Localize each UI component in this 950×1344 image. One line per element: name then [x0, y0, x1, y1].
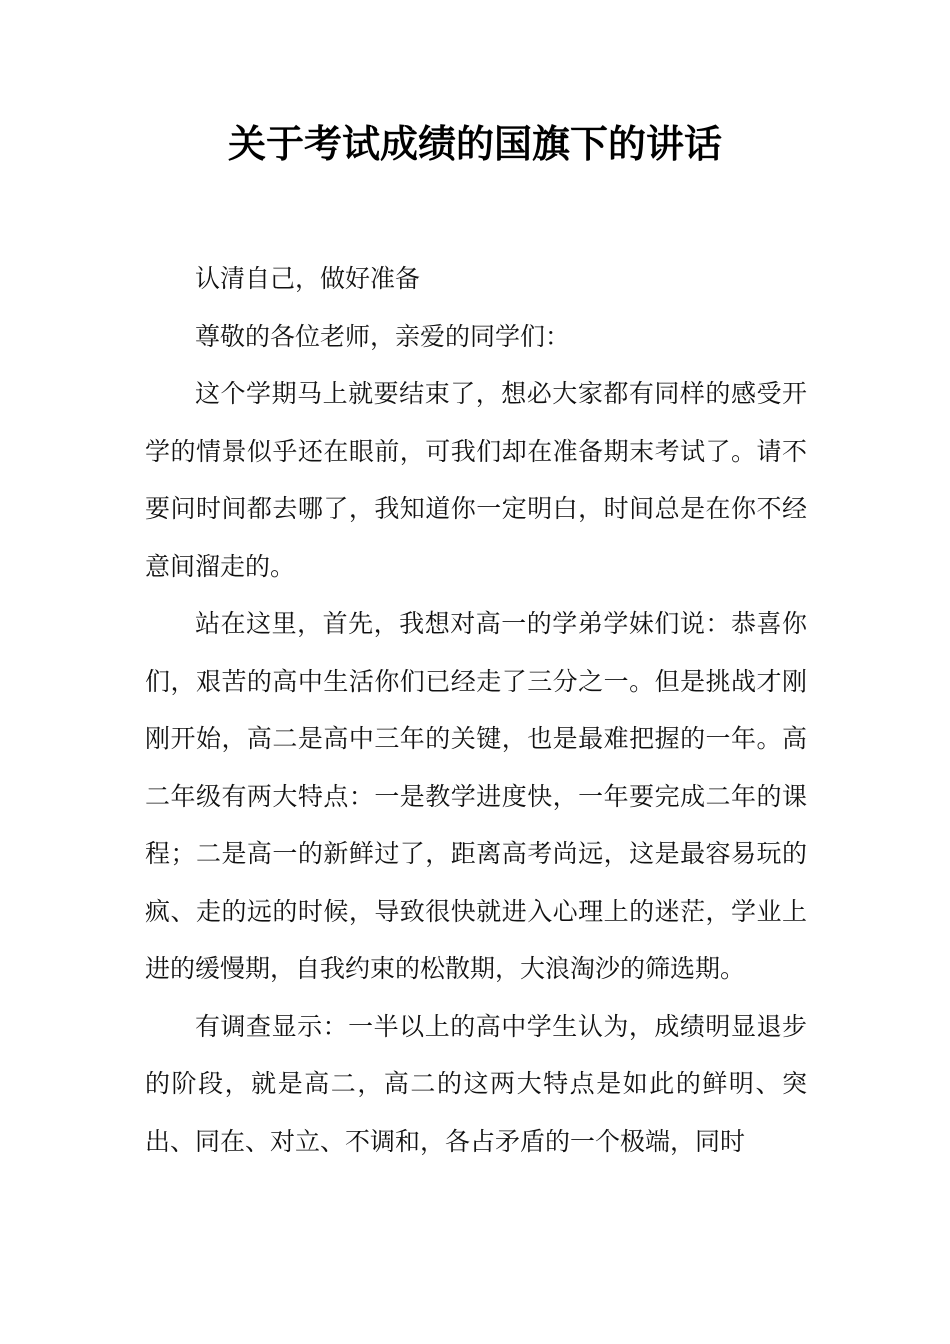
paragraph-salutation: 尊敬的各位老师，亲爱的同学们： — [195, 321, 571, 351]
paragraph: 站在这里，首先，我想对高一的学弟学妹们说：恭喜你们，艰苦的高中生活你们已经走了三分之一。但是挑战才刚刚开始，高二是高中三年的关键，也是最难把握的一年。高二年级有两大特点：一是教学进度快，一年要完成二年的课程；二是高一的新鲜过了，距离高考尚远，这是最容易玩的疯、走的远的时候，导致很快就进入心理上的迷茫，学业上进的缓慢期，自我约束的松散期，大浪淘沙的筛选期。 — [145, 609, 807, 983]
paragraph-heading: 认清自己，做好准备 — [195, 264, 421, 293]
document-title: 关于考试成绩的国旗下的讲话 — [227, 122, 722, 166]
paragraph: 有调查显示：一半以上的高中学生认为，成绩明显退步的阶段，就是高二，高二的这两大特点是如此的鲜明、突出、同在、对立、不调和，各占矛盾的一个极端，同时 — [145, 1011, 807, 1156]
document-body — [145, 250, 807, 1170]
paragraph: 这个学期马上就要结束了，想必大家都有同样的感受开学的情景似乎还在眼前，可我们却在准备期末考试了。请不要问时间都去哪了，我知道你一定明白，时间总是在你不经意间溜走的。 — [145, 379, 807, 581]
